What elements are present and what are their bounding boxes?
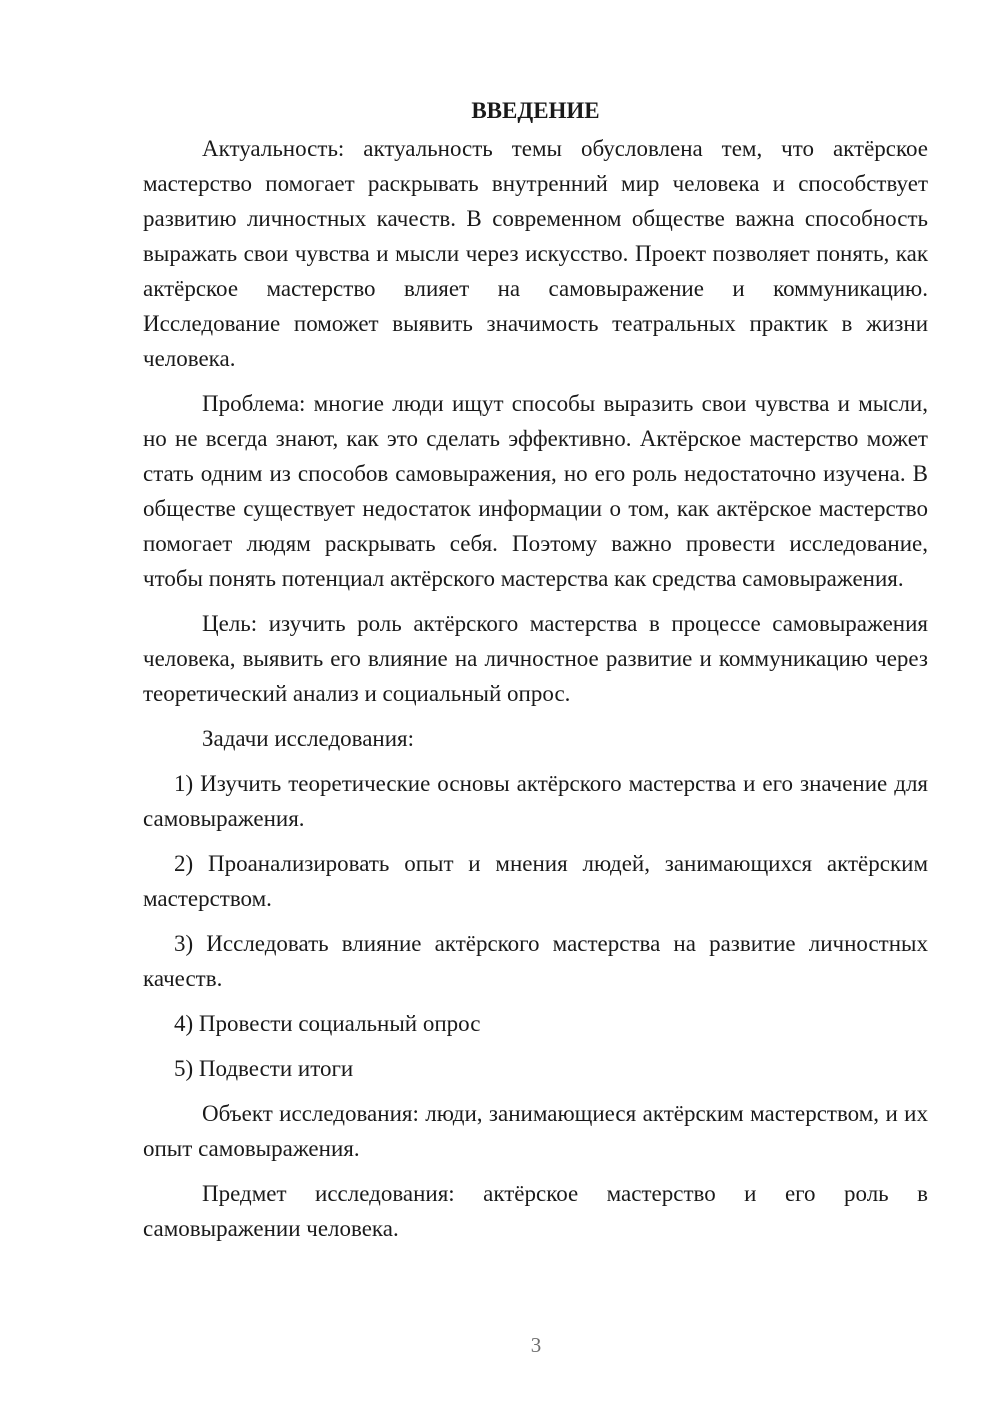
paragraph-goal: Цель: изучить роль актёрского мастерства в процессе самовыражения человека, выявить его влияние на личностное развитие и коммуникацию через теоретический анализ и социальный опрос.: [143, 611, 928, 706]
task-item: 5) Подвести итоги: [174, 1056, 354, 1081]
page-number: 3: [530, 1333, 542, 1357]
task-item: 1) Изучить теоретические основы актёрского мастерства и его значение для самовыражения.: [143, 771, 928, 831]
document-page: [143, 95, 928, 1256]
task-item: 4) Провести социальный опрос: [174, 1011, 481, 1036]
paragraph-object: Объект исследования: люди, занимающиеся актёрским мастерством, и их опыт самовыражения.: [143, 1101, 928, 1161]
paragraph-subject: Предмет исследования: актёрское мастерство и его роль в самовыражении человека.: [143, 1181, 928, 1241]
paragraph-tasks-heading: Задачи исследования:: [202, 726, 415, 751]
task-item: 3) Исследовать влияние актёрского мастерства на развитие личностных качеств.: [143, 931, 928, 991]
section-heading: ВВЕДЕНИЕ: [471, 98, 600, 123]
paragraph-problem: Проблема: многие люди ищут способы выразить свои чувства и мысли, но не всегда знают, как это сделать эффективно. Актёрское мастерство может стать одним из способов самовыражения, но его роль недостаточно изучена. В обществе существует недостаток информации о том, как актёрское мастерство помогает людям раскрывать себя. Поэтому важно провести исследование, чтобы понять потенциал актёрского мастерства как средства самовыражения.: [143, 391, 928, 591]
task-item: 2) Проанализировать опыт и мнения людей, занимающихся актёрским мастерством.: [143, 851, 928, 911]
paragraph-relevance: Актуальность: актуальность темы обусловлена тем, что актёрское мастерство помогает раскрывать внутренний мир человека и способствует развитию личностных качеств. В современном обществе важна способность выражать свои чувства и мысли через искусство. Проект позволяет понять, как актёрское мастерство влияет на самовыражение и коммуникацию. Исследование поможет выявить значимость театральных практик в жизни человека.: [143, 136, 928, 371]
